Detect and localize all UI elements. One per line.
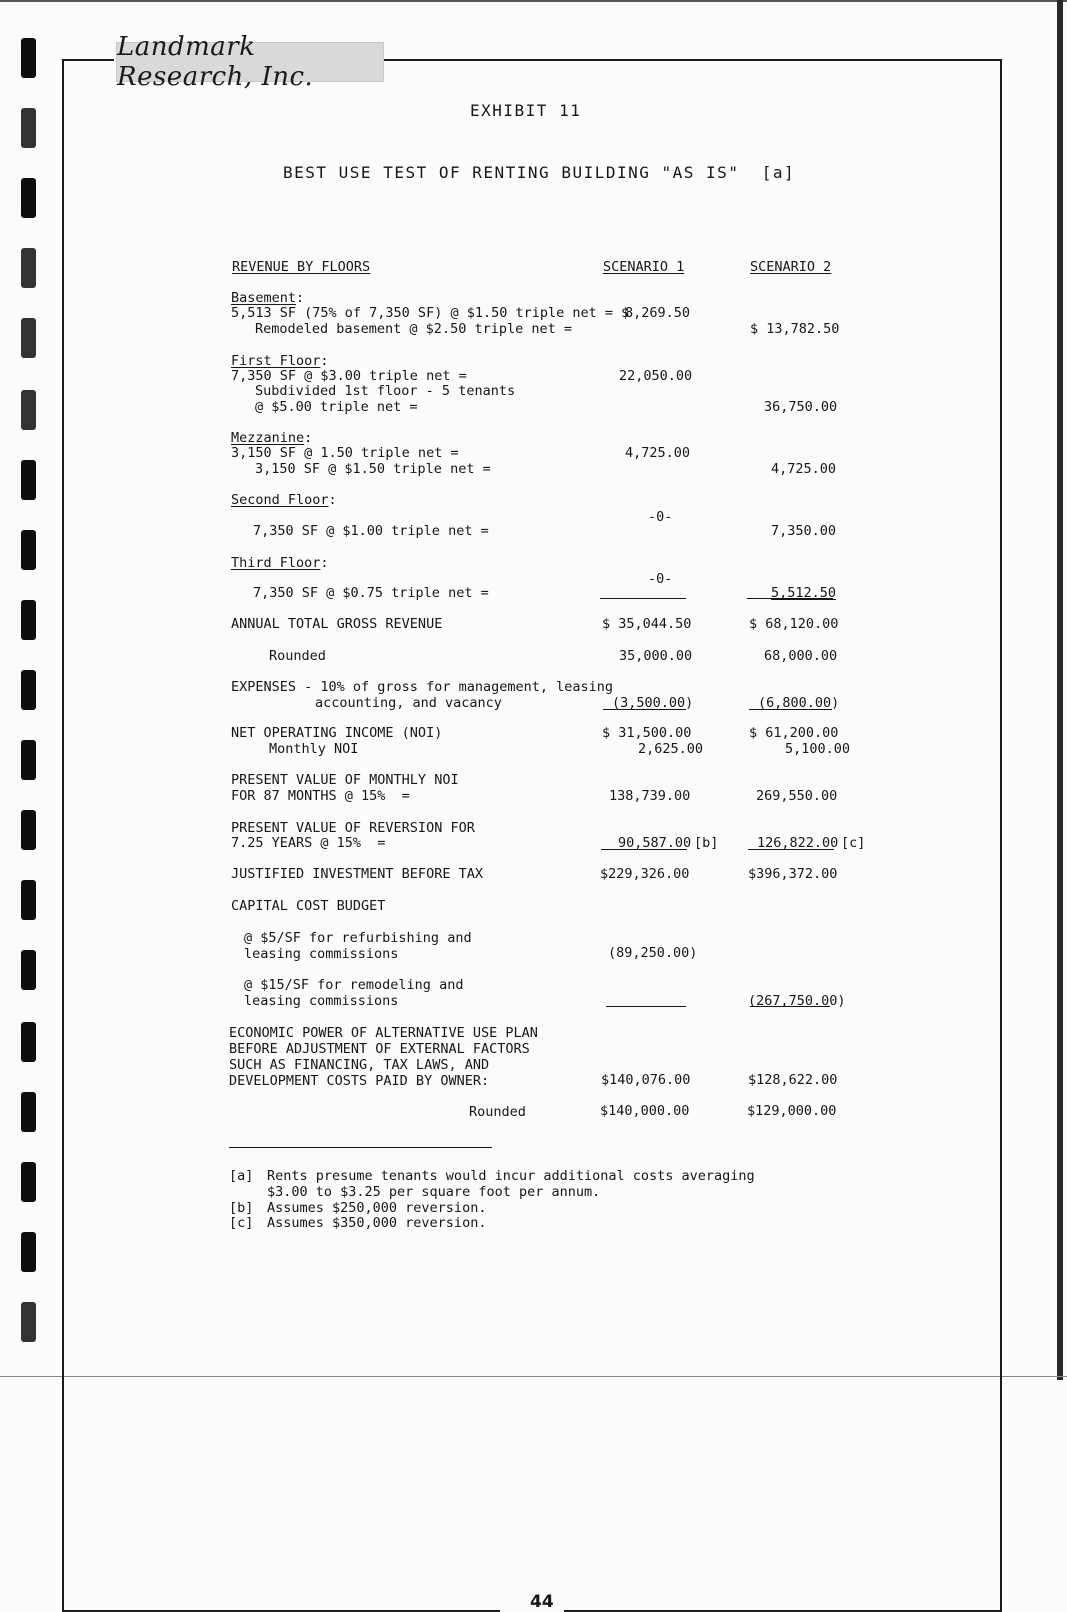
second-floor-line1: 7,350 SF @ $1.00 triple net = xyxy=(253,523,489,539)
basement-heading: Basement: xyxy=(231,290,305,306)
expenses-line1: EXPENSES - 10% of gross for management, leasing xyxy=(231,679,614,695)
scenario2-header: SCENARIO 2 xyxy=(750,259,832,275)
page-number: 44 xyxy=(530,1592,554,1612)
pv-noi-s2: 269,550.00 xyxy=(756,788,838,804)
justified-investment-s1: $229,326.00 xyxy=(600,866,690,882)
noi-s2: $ 61,200.00 xyxy=(749,725,839,741)
punch-hole xyxy=(21,38,36,78)
noi-line2: Monthly NOI xyxy=(269,741,359,757)
second-floor-heading: Second Floor: xyxy=(231,492,337,508)
frame-right xyxy=(1000,59,1002,1612)
gross-revenue-s2: $ 68,120.00 xyxy=(749,616,839,632)
capital-item2-s2: (267,750.00) xyxy=(748,993,846,1009)
footnote-a-mark: [a] xyxy=(229,1168,254,1184)
frame-top-left xyxy=(62,59,114,61)
second-floor-heading-text: Second Floor xyxy=(231,492,329,508)
basement-line2: Remodeled basement @ $2.50 triple net = xyxy=(255,321,572,337)
punch-hole xyxy=(21,390,36,430)
footnote-divider xyxy=(229,1147,492,1148)
pv-reversion-s1: 90,587.00 xyxy=(618,835,692,851)
economic-line4: DEVELOPMENT COSTS PAID BY OWNER: xyxy=(229,1073,490,1089)
justified-investment-label: JUSTIFIED INVESTMENT BEFORE TAX xyxy=(231,866,483,882)
first-floor-line1: 7,350 SF @ $3.00 triple net = xyxy=(231,368,467,384)
first-floor-line2: Subdivided 1st floor - 5 tenants xyxy=(255,383,516,399)
monthly-noi-s1: 2,625.00 xyxy=(638,741,704,757)
gross-revenue-s1: $ 35,044.50 xyxy=(602,616,692,632)
noi-line1: NET OPERATING INCOME (NOI) xyxy=(231,725,443,741)
expenses-line2: accounting, and vacancy xyxy=(315,695,502,711)
footnote-a-line2: $3.00 to $3.25 per square foot per annum. xyxy=(267,1184,601,1200)
punch-hole xyxy=(21,248,36,288)
pv-reversion-s1-note: [b] xyxy=(694,835,719,851)
third-floor-s1-underline xyxy=(600,598,686,599)
footnote-b-text: Assumes $250,000 reversion. xyxy=(267,1200,487,1216)
punch-hole xyxy=(21,600,36,640)
capital-cost-label: CAPITAL COST BUDGET xyxy=(231,898,386,914)
mezzanine-heading-text: Mezzanine xyxy=(231,430,305,446)
punch-hole xyxy=(21,1302,36,1342)
first-floor-s1-value: 22,050.00 xyxy=(619,368,693,384)
pv-reversion-s2: 126,822.00 xyxy=(757,835,839,851)
pv-reversion-s2-note: [c] xyxy=(841,835,866,851)
mezzanine-s2-value: 4,725.00 xyxy=(771,461,837,477)
rounded-final-s1: $140,000.00 xyxy=(600,1103,690,1119)
economic-s2: $128,622.00 xyxy=(748,1072,838,1088)
second-floor-s1-value: -0- xyxy=(648,509,673,525)
punch-hole xyxy=(21,1232,36,1272)
revenue-header: REVENUE BY FLOORS xyxy=(232,259,371,275)
rounded-final-label: Rounded xyxy=(469,1104,526,1120)
mezzanine-s1-value: 4,725.00 xyxy=(625,445,691,461)
expenses-s1: (3,500.00) xyxy=(612,695,694,711)
capital-item2-line2: leasing commissions xyxy=(244,993,399,1009)
punch-hole xyxy=(21,670,36,710)
monthly-noi-s2: 5,100.00 xyxy=(785,741,851,757)
third-floor-heading-text: Third Floor xyxy=(231,555,321,571)
capital-item2-s1-blank xyxy=(606,1006,686,1007)
economic-line3: SUCH AS FINANCING, TAX LAWS, AND xyxy=(229,1057,490,1073)
capital-item1-line1: @ $5/SF for refurbishing and xyxy=(244,930,472,946)
frame-left xyxy=(62,59,64,1612)
third-floor-s1-value: -0- xyxy=(648,571,673,587)
exhibit-title: BEST USE TEST OF RENTING BUILDING "AS IS" [a] xyxy=(283,163,796,182)
pv-reversion-line1: PRESENT VALUE OF REVERSION FOR xyxy=(231,820,475,836)
capital-item1-line2: leasing commissions xyxy=(244,946,399,962)
basement-line1: 5,513 SF (75% of 7,350 SF) @ $1.50 triple net = $ xyxy=(231,305,630,321)
pv-noi-s1: 138,739.00 xyxy=(609,788,691,804)
rounded-final-s2: $129,000.00 xyxy=(747,1103,837,1119)
mezzanine-line1: 3,150 SF @ 1.50 triple net = xyxy=(231,445,459,461)
punch-hole xyxy=(21,810,36,850)
page-right-edge xyxy=(1057,0,1063,1380)
basement-heading-text: Basement xyxy=(231,290,297,306)
first-floor-heading: First Floor: xyxy=(231,353,329,369)
justified-investment-s2: $396,372.00 xyxy=(748,866,838,882)
economic-s1: $140,076.00 xyxy=(601,1072,691,1088)
third-floor-s2-underline xyxy=(747,598,833,599)
scenario1-header: SCENARIO 1 xyxy=(603,259,685,275)
footnote-a-line1: Rents presume tenants would incur additional costs averaging xyxy=(267,1168,755,1184)
punch-hole xyxy=(21,178,36,218)
first-floor-s2-value: 36,750.00 xyxy=(764,399,838,415)
capital-item2-line1: @ $15/SF for remodeling and xyxy=(244,977,464,993)
gross-revenue-label: ANNUAL TOTAL GROSS REVENUE xyxy=(231,616,443,632)
punch-hole xyxy=(21,318,36,358)
expenses-s2: (6,800.00) xyxy=(758,695,840,711)
page-top-edge xyxy=(0,0,1067,2)
economic-line2: BEFORE ADJUSTMENT OF EXTERNAL FACTORS xyxy=(229,1041,530,1057)
exhibit-number: EXHIBIT 11 xyxy=(470,101,582,120)
basement-s2-value: $ 13,782.50 xyxy=(750,321,840,337)
economic-line1: ECONOMIC POWER OF ALTERNATIVE USE PLAN xyxy=(229,1025,538,1041)
pv-noi-line1: PRESENT VALUE OF MONTHLY NOI xyxy=(231,772,459,788)
punch-hole xyxy=(21,950,36,990)
punch-hole xyxy=(21,530,36,570)
pv-noi-line2: FOR 87 MONTHS @ 15% = xyxy=(231,788,410,804)
rounded-label: Rounded xyxy=(269,648,326,664)
punch-hole xyxy=(21,108,36,148)
third-floor-s2-value: 5,512.50 xyxy=(771,585,837,601)
noi-s1: $ 31,500.00 xyxy=(602,725,692,741)
mezzanine-line2: 3,150 SF @ $1.50 triple net = xyxy=(255,461,491,477)
footnote-c-mark: [c] xyxy=(229,1215,254,1231)
first-floor-line3: @ $5.00 triple net = xyxy=(255,399,418,415)
footnote-b-mark: [b] xyxy=(229,1200,254,1216)
company-logo: Landmark Research, Inc. xyxy=(116,42,384,82)
rounded-s1: 35,000.00 xyxy=(619,648,693,664)
punch-hole xyxy=(21,460,36,500)
first-floor-heading-text: First Floor xyxy=(231,353,321,369)
punch-hole xyxy=(21,1092,36,1132)
footnote-c-text: Assumes $350,000 reversion. xyxy=(267,1215,487,1231)
rounded-s2: 68,000.00 xyxy=(764,648,838,664)
mezzanine-heading: Mezzanine: xyxy=(231,430,313,446)
basement-s1-value: 8,269.50 xyxy=(625,305,691,321)
page-bottom-edge xyxy=(0,1376,1067,1377)
capital-item1-s1: (89,250.00) xyxy=(608,945,698,961)
second-floor-s2-value: 7,350.00 xyxy=(771,523,837,539)
punch-hole xyxy=(21,1162,36,1202)
third-floor-line1: 7,350 SF @ $0.75 triple net = xyxy=(253,585,489,601)
punch-hole xyxy=(21,740,36,780)
frame-top-right xyxy=(383,59,1002,61)
pv-reversion-line2: 7.25 YEARS @ 15% = xyxy=(231,835,386,851)
punch-hole xyxy=(21,880,36,920)
punch-hole xyxy=(21,1022,36,1062)
third-floor-heading: Third Floor: xyxy=(231,555,329,571)
